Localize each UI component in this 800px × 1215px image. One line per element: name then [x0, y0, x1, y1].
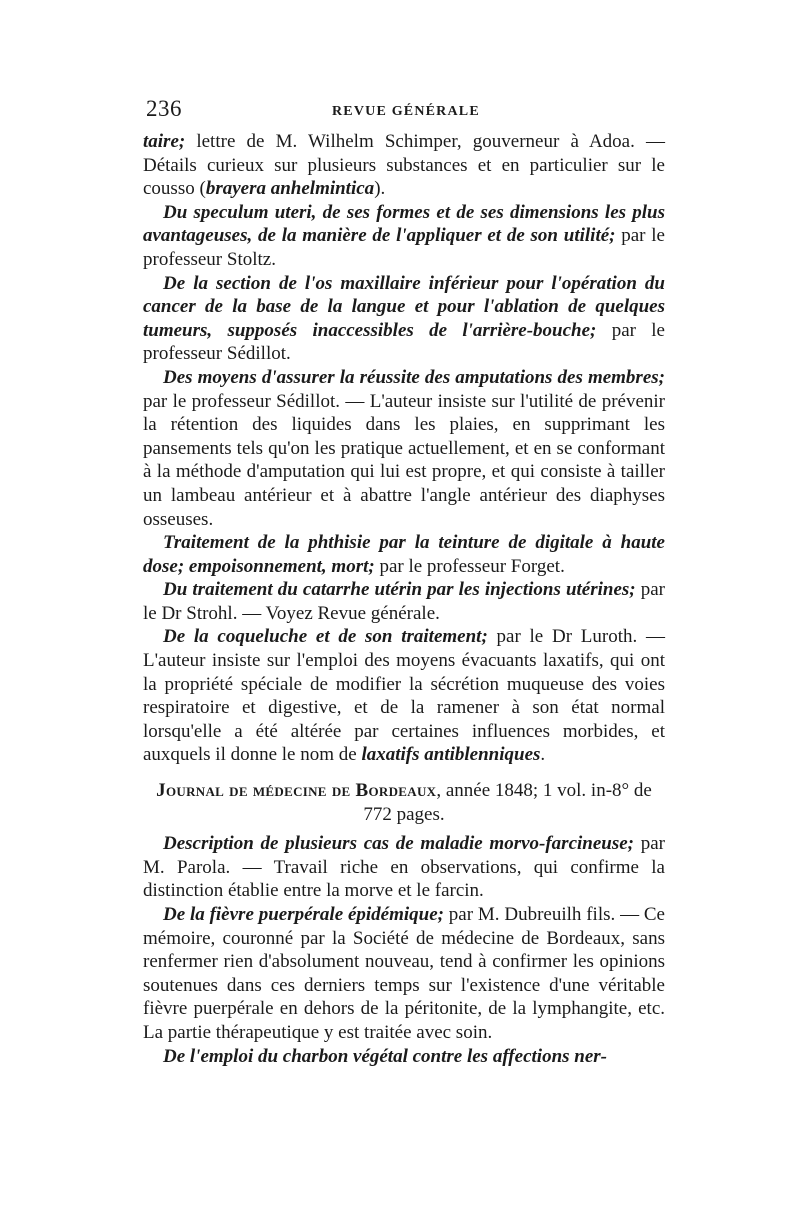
italic-title: De l'emploi du charbon végétal contre les affections ner- — [163, 1045, 607, 1067]
paragraph-text: par le professeur Sédillot. — L'auteur insiste sur l'utilité de prévenir la rétention des liquides dans les plaies, en supprimant les pansements tels qu'on les pratique actuellement, et en se conformant à la méthode d'amputation qui lui est propre, et qui consiste à tailler un lambeau antérieur et à abattre l'angle antérieur des diaphyses osseuses. — [143, 390, 665, 530]
italic-phrase: laxatifs antiblenniques — [361, 744, 541, 766]
paragraph-text: par M. Dubreuilh fils. — Ce mémoire, couronné par la Société de médecine de Bordeaux, sans renfermer rien d'absolument nouveau, tend à confirmer les opinions soutenues dans ces derniers temps sur l'existence d'une véritable fièvre puerpérale en dehors de la péritonite, de la lymphangite, etc. La partie thérapeutique y est traitée avec soin. — [143, 904, 665, 1043]
paragraph-text: . — [540, 744, 546, 766]
paragraph-catarrhe — [143, 578, 665, 625]
paragraph-text: par le professeur Sédillot. — [143, 319, 665, 365]
page-number: 236 — [146, 96, 182, 121]
running-head: REVUE GÉNÉRALE — [332, 104, 480, 119]
paragraph-morve — [143, 832, 665, 903]
journal-title: Journal de médecine de Bordeaux — [156, 780, 437, 802]
italic-title: De la coqueluche et de son traitement; — [163, 626, 488, 648]
paragraph-amputations — [143, 366, 665, 531]
paragraph-fievre — [143, 903, 665, 1045]
italic-title: De la section de l'os maxillaire inférieur pour l'opération du cancer de la base de la langue et pour l'ablation de quelques tumeurs, supposés inaccessibles de l'arrière-bouche; — [143, 272, 665, 341]
paragraph-text: par le professeur Stoltz. — [143, 225, 665, 270]
italic-title: Description de plusieurs cas de maladie morvo-farcineuse; — [163, 833, 635, 855]
paragraph-text: par le professeur Forget. — [374, 555, 565, 577]
page-header — [146, 96, 666, 126]
body-text — [143, 130, 665, 1068]
paragraph-charbon — [143, 1045, 665, 1069]
paragraph-coqueluche — [143, 625, 665, 767]
paragraph-cousso — [143, 130, 665, 201]
paragraph-speculum — [143, 201, 665, 272]
journal-details: , année 1848; 1 vol. in-8° de 772 pages. — [363, 780, 652, 825]
paragraph-text: par le Dr Strohl. — Voyez Revue générale. — [143, 579, 665, 624]
italic-phrase: taire; — [143, 131, 186, 152]
paragraph-text: lettre de M. Wilhelm Schimper, gouverneur à Adoa. — Détails curieux sur plusieurs substances et en particulier sur le cousso ( — [143, 131, 665, 200]
paragraph-phthisie — [143, 531, 665, 578]
paragraph-text: par le Dr Luroth. — L'auteur insiste sur l'emploi des moyens évacuants laxatifs, qui ont la propriété spéciale de modifier la sécrétion muqueuse des voies respiratoire et digestive, et de la ramener à son état normal lorsqu'elle a été altérée par certaines influences morbides, et auxquels il donne le nom de — [143, 626, 665, 766]
italic-title: Du traitement du catarrhe utérin par les injections utérines; — [163, 579, 636, 601]
italic-title: Des moyens d'assurer la réussite des amputations des membres; — [163, 366, 665, 388]
italic-title: De la fièvre puerpérale épidémique; — [163, 904, 444, 925]
italic-title: Du speculum uteri, de ses formes et de ses dimensions les plus avantageuses, de la manière de l'appliquer et de son utilité; — [143, 201, 665, 247]
paragraph-text: ). — [374, 178, 386, 200]
paragraph-text: par M. Parola. — Travail riche en observations, qui confirme la distinction établie entre la morve et le farcin. — [143, 833, 666, 902]
paragraph-maxillaire — [143, 272, 665, 366]
italic-phrase: brayera anhelmintica — [205, 178, 375, 200]
italic-title: Traitement de la phthisie par la teinture de digitale à haute dose; empoisonnement, mort; — [143, 532, 665, 577]
journal-heading — [143, 779, 665, 826]
